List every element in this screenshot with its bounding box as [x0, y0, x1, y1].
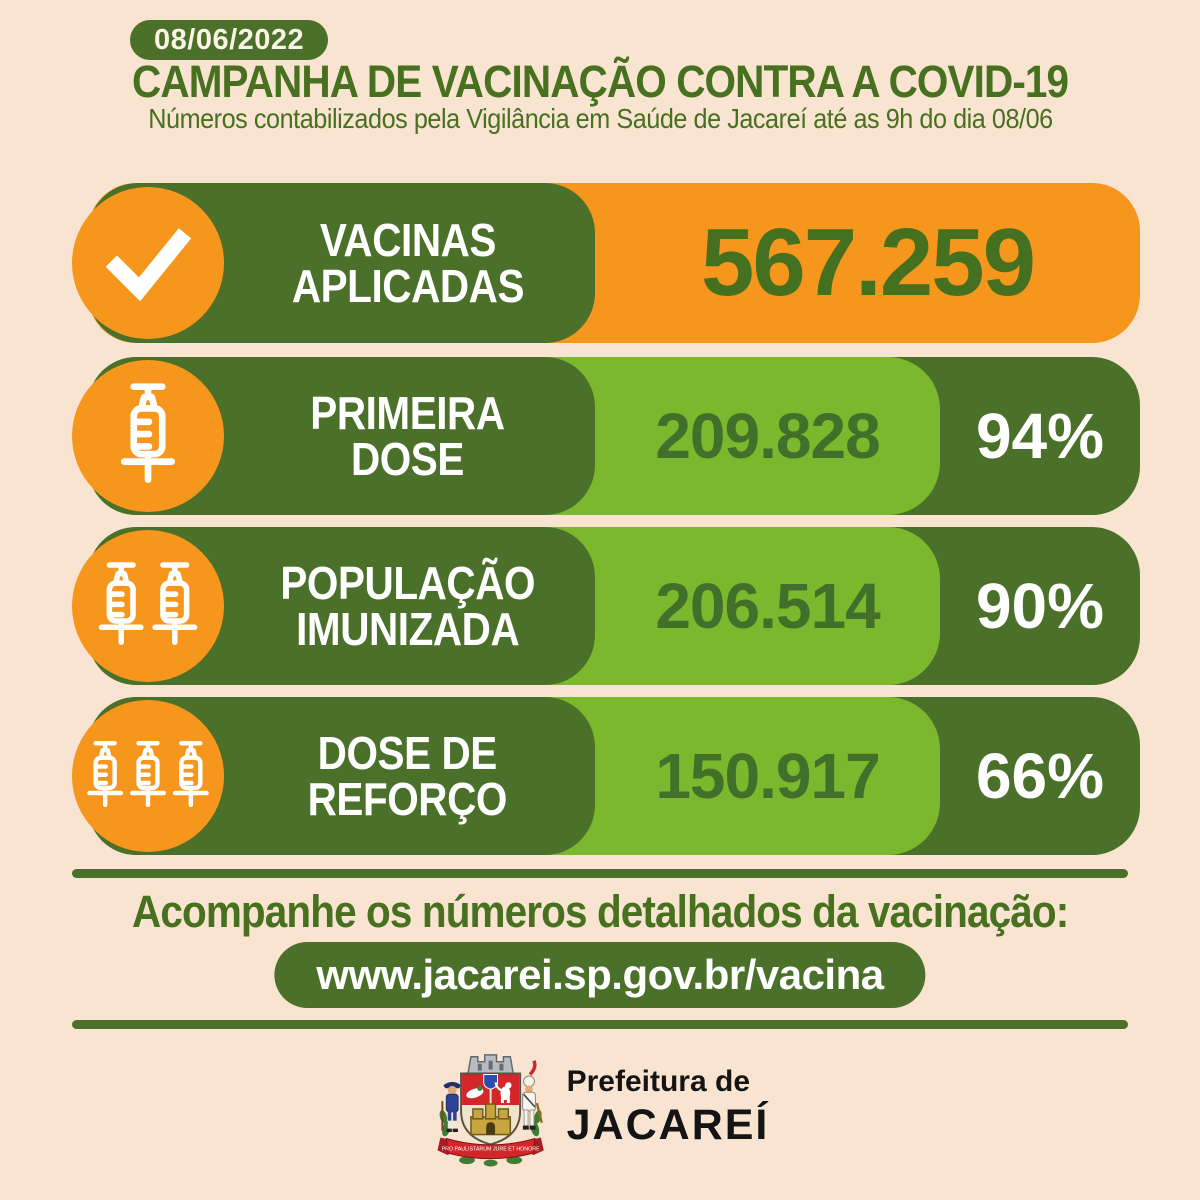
stat-percent: 90%	[975, 570, 1105, 642]
stat-percent: 94%	[975, 400, 1105, 472]
row-label: PRIMEIRA DOSE	[310, 387, 505, 485]
crest-motto: PRO PAULISTARUM JURE ET HONORE	[441, 1146, 540, 1153]
stat-row-populacao-imunizada	[88, 527, 1140, 685]
divider	[72, 1020, 1128, 1029]
row-label: POPULAÇÃO IMUNIZADA	[280, 557, 535, 655]
stat-value: 567.259	[700, 209, 1034, 316]
syringe-icon	[72, 360, 224, 512]
org-line2: JACAREÍ	[566, 1100, 770, 1149]
org-name	[567, 1065, 770, 1150]
prefeitura-jacarei-logo	[431, 1044, 770, 1170]
vaccination-url-text: www.jacarei.sp.gov.br/vacina	[316, 951, 884, 998]
cta-text: Acompanhe os números detalhados da vacinação:	[131, 886, 1069, 937]
vaccination-url-link[interactable]	[274, 942, 925, 1008]
double-syringe-icon	[72, 530, 224, 682]
triple-syringe-icon	[72, 700, 224, 852]
page-subtitle	[0, 103, 1200, 135]
date-badge	[130, 20, 328, 60]
stat-value: 206.514	[655, 570, 880, 642]
stat-percent: 66%	[975, 740, 1105, 812]
stat-value: 209.828	[655, 400, 880, 472]
row-label: DOSE DE REFORÇO	[307, 727, 508, 825]
page-subtitle-text: Números contabilizados pela Vigilância em Saúde de Jacareí até as 9h do dia 08/06	[147, 103, 1053, 134]
org-line1: Prefeitura de	[566, 1064, 751, 1098]
date-badge-text: 08/06/2022	[154, 24, 305, 56]
stat-value: 150.917	[655, 740, 880, 812]
stat-row-dose-reforco	[88, 697, 1140, 855]
stat-row-vacinas-aplicadas	[88, 183, 1140, 343]
page-title	[0, 56, 1200, 108]
check-icon	[72, 187, 224, 339]
row-label: VACINAS APLICADAS	[291, 214, 524, 312]
page-title-text: CAMPANHA DE VACINAÇÃO CONTRA A COVID-19	[131, 56, 1069, 107]
jacarei-coat-of-arms-icon	[431, 1044, 551, 1170]
stat-row-primeira-dose	[88, 357, 1140, 515]
divider	[72, 869, 1128, 878]
